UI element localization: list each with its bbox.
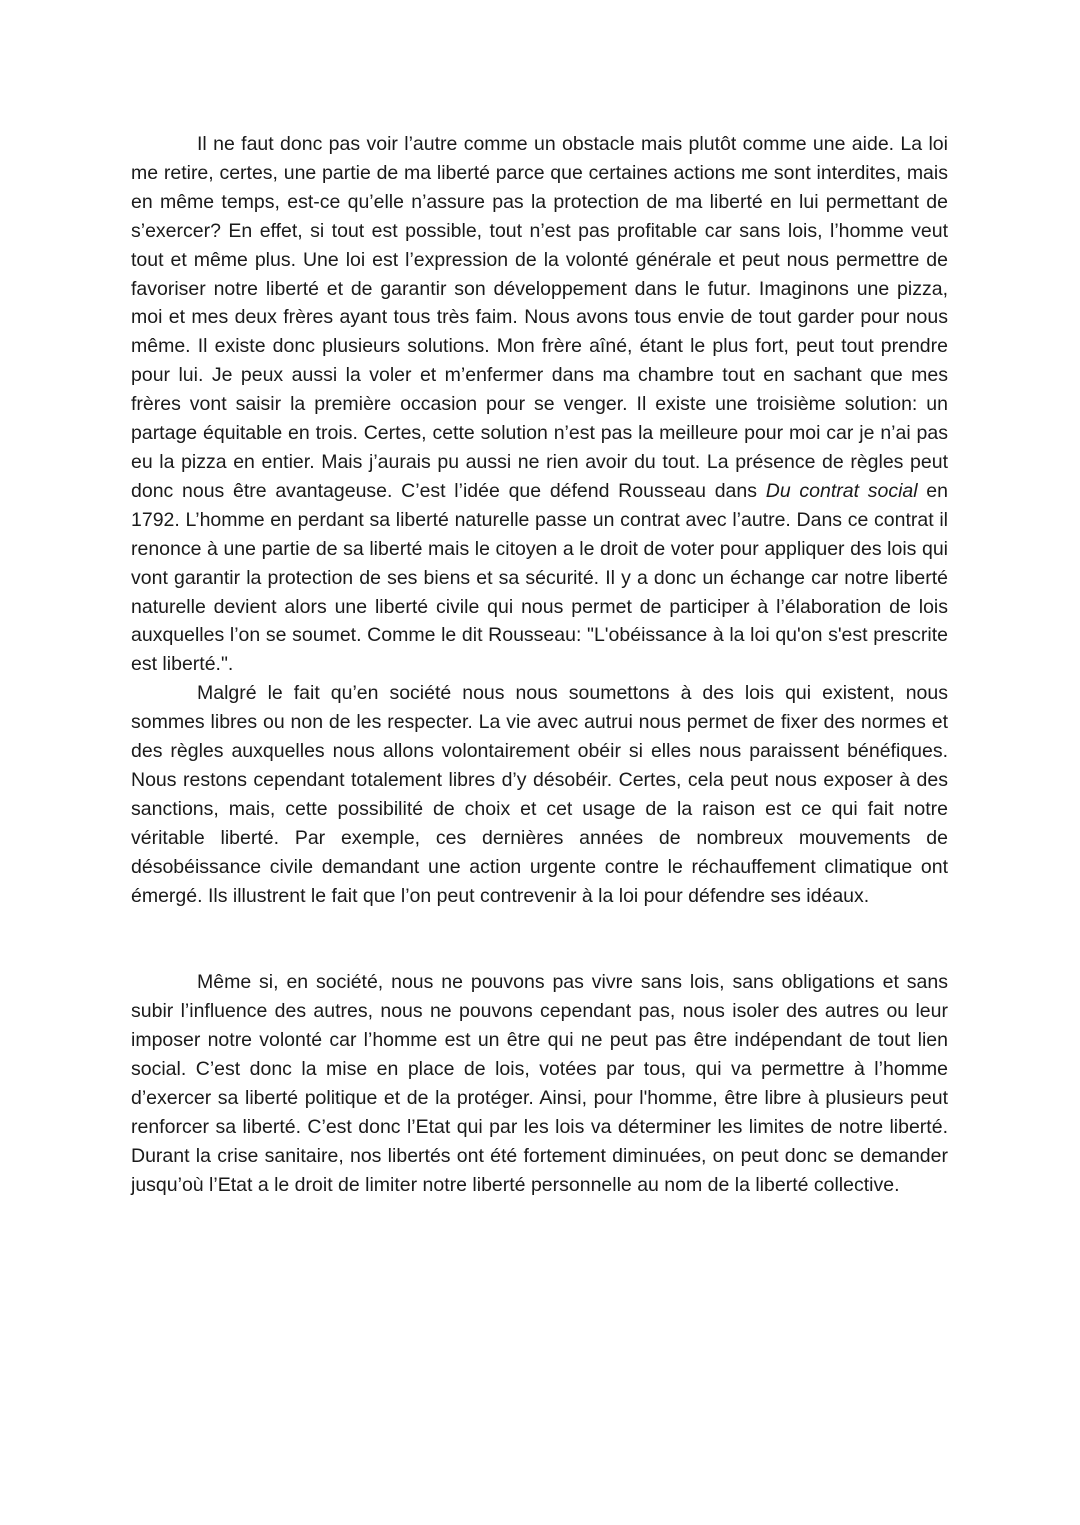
paragraph-1-text-start: Il ne faut donc pas voir l’autre comme un obstacle mais plutôt comme une aide. La loi me retire, certes, une partie de ma liberté parce que certaines actions me sont interdites, mais en même temps, est-ce qu’elle n’assure pas la protection de ma liberté en lui permettant de s’exercer? En effet, si tout est possible, tout n’est pas profitable car sans lois, l’homme veut tout et même plus. Une loi est l’expression de la volonté générale et peut nous permettre de favoriser notre liberté et de garantir son développement dans le futur. Imaginons une pizza, moi et mes deux frères ayant tous très faim. Nous avons tous envie de tout garder pour nous même. Il existe donc plusieurs solutions. Mon frère aîné, étant le plus fort, peut tout prendre pour lui. Je peux aussi la voler et m’enfermer dans ma chambre tout en sachant que mes frères vont saisir la première occasion pour se venger. Il existe une troisième solution: un partage équitable en trois. Certes, cette solution n’est pas la meilleure pour moi car je n’ai pas eu la pizza en entier. Mais j’aurais pu aussi ne rien avoir du tout. La présence de règles peut donc nous être avantageuse. C’est l’idée que défend Rousseau dans bbox=[131, 133, 948, 502]
paragraph-1-text-end: en 1792. L’homme en perdant sa liberté naturelle passe un contrat avec l’autre. Dans ce contrat il renonce à une partie de sa liberté mais le citoyen a le droit de voter pour appliquer des lois qui vont garantir la protection de ses biens et sa sécurité. Il y a donc un échange car notre liberté naturelle devient alors une liberté civile qui nous permet de participer à l’élaboration de lois auxquelles l’on se soumet. Comme le dit Rousseau: "L'obéissance à la loi qu'on s'est prescrite est liberté.". bbox=[131, 479, 948, 676]
document-page bbox=[131, 130, 948, 1200]
paragraph-rousseau bbox=[131, 130, 948, 679]
book-title: Du contrat social bbox=[765, 479, 918, 502]
paragraph-conclusion: Même si, en société, nous ne pouvons pas vivre sans lois, sans obligations et sans subir l’influence des autres, nous ne pouvons cependant pas, nous isoler des autres ou leur imposer notre volonté car l’homme est un être qui ne peut pas être indépendant de tout lien social. C’est donc la mise en place de lois, votées par tous, qui va permettre à l’homme d’exercer sa liberté politique et de la protéger. Ainsi, pour l'homme, être libre à plusieurs peut renforcer sa liberté. C’est donc l’Etat qui par les lois va déterminer les limites de notre liberté. Durant la crise sanitaire, nos libertés ont été fortement diminuées, on peut donc se demander jusqu’où l’Etat a le droit de limiter notre liberté personnelle au nom de la liberté collective. bbox=[131, 971, 948, 1196]
paragraph-disobedience: Malgré le fait qu’en société nous nous soumettons à des lois qui existent, nous sommes libres ou non de les respecter. La vie avec autrui nous permet de fixer des normes et des règles auxquelles nous allons volontairement obéir si elles nous paraissent bénéfiques. Nous restons cependant totalement libres d’y désobéir. Certes, cela peut nous exposer à des sanctions, mais, cette possibilité de choix et cet usage de la raison est ce qui fait notre véritable liberté. Par exemple, ces dernières années de nombreux mouvements de désobéissance civile demandant une action urgente contre le réchauffement climatique ont émergé. Ils illustrent le fait que l’on peut contrevenir à la loi pour défendre ses idéaux. bbox=[131, 682, 948, 907]
